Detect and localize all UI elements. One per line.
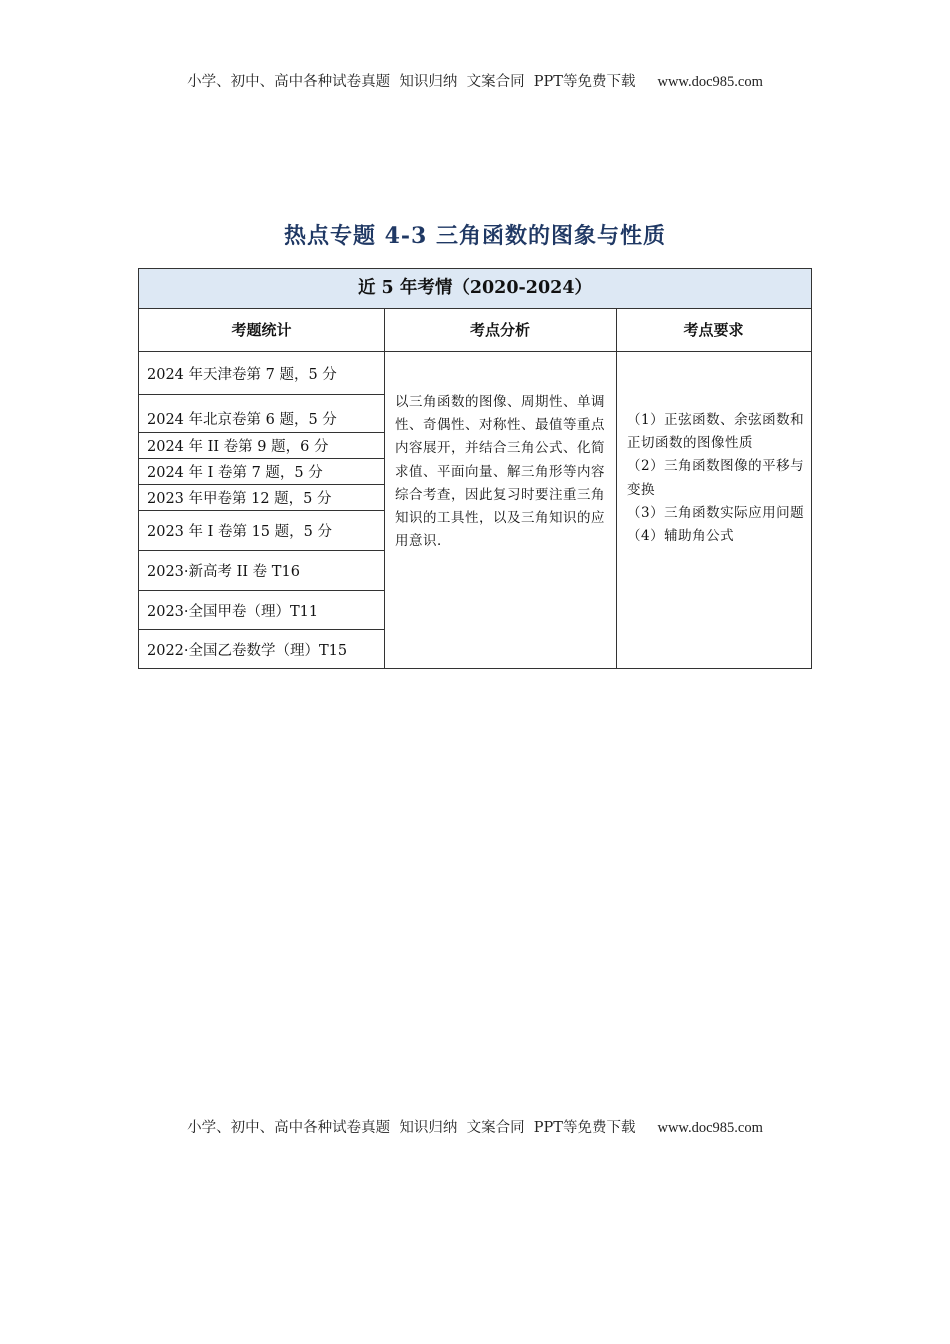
table-row: [139, 485, 384, 511]
stat-item: 2024 年 I 卷第 7 题，5 分: [147, 465, 323, 481]
table-row: [139, 459, 384, 485]
stat-item: 2023 年 I 卷第 15 题，5 分: [147, 524, 332, 540]
stat-item: 2022·全国乙卷数学（理）T15: [147, 642, 348, 659]
table-row: [139, 352, 384, 395]
stat-item: 2023·全国甲卷（理）T11: [147, 603, 319, 620]
table-banner: 近 5 年考情（2020-2024）: [139, 269, 811, 309]
stat-item: 2023 年甲卷第 12 题，5 分: [147, 491, 332, 507]
header-url[interactable]: www.doc985.com: [657, 74, 763, 90]
column-header-stats: 考题统计: [139, 309, 384, 352]
stat-item: 2024 年 II 卷第 9 题，6 分: [147, 439, 329, 455]
stat-item: 2024 年天津卷第 7 题，5 分: [147, 366, 337, 383]
exam-stats-table: [138, 268, 812, 669]
stat-item: 2023·新高考 II 卷 T16: [147, 564, 300, 580]
table-row: [139, 511, 384, 551]
stat-item: 2024 年北京卷第 6 题，5 分: [147, 412, 337, 428]
requirement-item: （3）三角函数实际应用问题: [627, 504, 805, 521]
page-header: [0, 70, 950, 91]
table-row: [139, 591, 384, 630]
footer-text: 小学、初中、高中各种试卷真题 知识归纳 文案合同 PPT等免费下载: [187, 1120, 636, 1136]
page-footer: [0, 1116, 950, 1137]
requirement-item: （2）三角函数图像的平移与变换: [627, 458, 805, 498]
requirement-item: （1）正弦函数、余弦函数和正切函数的图像性质: [627, 412, 805, 452]
footer-url[interactable]: www.doc985.com: [657, 1120, 763, 1136]
column-divider: [616, 309, 617, 668]
table-row: [139, 551, 384, 591]
table-row: [139, 395, 384, 433]
page-title: 热点专题 4-3 三角函数的图象与性质: [283, 223, 667, 249]
header-text: 小学、初中、高中各种试卷真题 知识归纳 文案合同 PPT等免费下载: [187, 74, 636, 90]
requirements-list: [627, 409, 807, 548]
analysis-text: 以三角函数的图像、周期性、单调性、奇偶性、对称性、最值等重点内容展开，并结合三角公式、化简求值、平面向量、解三角形等内容综合考查，因此复习时要注重三角知识的工具性，以及三角知识的应用意识．: [395, 394, 605, 550]
table-row: [139, 433, 384, 459]
requirement-item: （4）辅助角公式: [627, 528, 735, 545]
column-divider: [384, 309, 385, 668]
column-header-requirements: 考点要求: [616, 309, 811, 352]
table-row: [139, 630, 384, 668]
column-header-analysis: 考点分析: [384, 309, 616, 352]
